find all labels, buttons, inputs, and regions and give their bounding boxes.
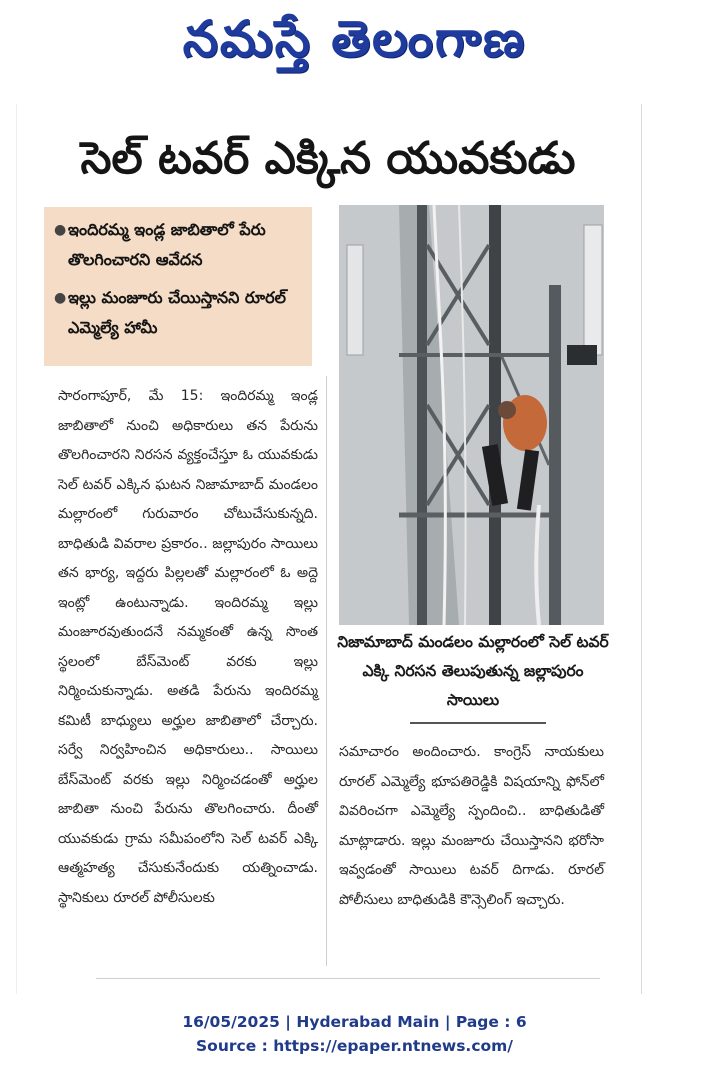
source-line: Source : https://epaper.ntnews.com/: [196, 1037, 513, 1055]
article-headline: సెల్ టవర్ ఎక్కిన యువకుడు: [80, 133, 576, 184]
photo-caption: నిజామాబాద్ మండలం మల్లారంలో సెల్ టవర్ ఎక్కి నిరసన తెలుపుతున్న జల్లాపురం సాయిలు: [337, 633, 609, 709]
edition-line: 16/05/2025 | Hyderabad Main | Page : 6: [182, 1013, 527, 1031]
bullet-icon: ●: [54, 290, 67, 306]
highlights-box: [44, 207, 312, 366]
cell-tower-illustration: [339, 205, 604, 625]
footer: [0, 1010, 709, 1058]
highlight-text: ఇందిరమ్మ ఇండ్ల జాబితాలో పేరు తొలగించారని ఆవేదన: [68, 220, 266, 269]
caption-divider: [410, 722, 546, 724]
bullet-icon: ●: [54, 222, 67, 238]
article-body-right-column: సమాచారం అందించారు. కాంగ్రెస్ నాయకులు రూరల్ ఎమ్మెల్యే భూపతిరెడ్డికి విషయాన్ని ఫోన్‌లో వివరించగా ఎమ్మెల్యే స్పందించి.. బాధితుడితో మాట్లాడారు. ఇల్లు మంజూరు చేయిస్తానని భరోసా ఇవ్వడంతో సాయిలు టవర్ దిగాడు. రూరల్ పోలీసులు బాధితుడికి కౌన్సెలింగ్ ఇచ్చారు.: [339, 744, 604, 908]
highlight-item: [44, 275, 312, 343]
newspaper-masthead: నమస్తే తెలంగాణ: [182, 10, 527, 68]
highlight-text: ఇల్లు మంజూరు చేయిస్తానని రూరల్ ఎమ్మెల్యే హామీ: [68, 288, 286, 337]
highlight-item: [44, 207, 312, 275]
cell-tower-photo: [339, 205, 604, 625]
bottom-divider: [96, 978, 600, 979]
article-body-left-column: సారంగాపూర్, మే 15: ఇందిరమ్మ ఇండ్ల జాబితాలో నుంచి అధికారులు తన పేరును తొలగించారని నిరసన వ్యక్తంచేస్తూ ఓ యువకుడు సెల్ టవర్ ఎక్కిన ఘటన నిజామాబాద్ మండలం మల్లారంలో గురువారం చోటుచేసుకున్నది. బాధితుడి వివరాల ప్రకారం.. జల్లాపురం సాయిలు తన భార్య, ఇద్దరు పిల్లలతో మల్లారంలో ఓ అద్దె ఇంట్లో ఉంటున్నాడు. ఇందిరమ్మ ఇల్లు మంజూరవుతుందనే నమ్మకంతో ఉన్న సొంత స్థలంలో బేస్‌మెంట్ వరకు ఇల్లు నిర్మించుకున్నాడు. అతడి పేరును ఇందిరమ్మ కమిటీ బాధ్యులు అర్హుల జాబితాలో చేర్చారు. సర్వే నిర్వహించిన అధికారులు.. సాయిలు బేస్‌మెంట్ వరకు ఇల్లు నిర్మించడంతో అర్హుల జాబితా నుంచి పేరును తొలగించారు. దీంతో యువకుడు గ్రామ సమీపంలోని సెల్ టవర్ ఎక్కి ఆత్మహత్య చేసుకునేందుకు యత్నించాడు. స్థానికులు రూరల్ పోలీసులకు: [58, 388, 318, 906]
column-divider: [326, 376, 327, 966]
